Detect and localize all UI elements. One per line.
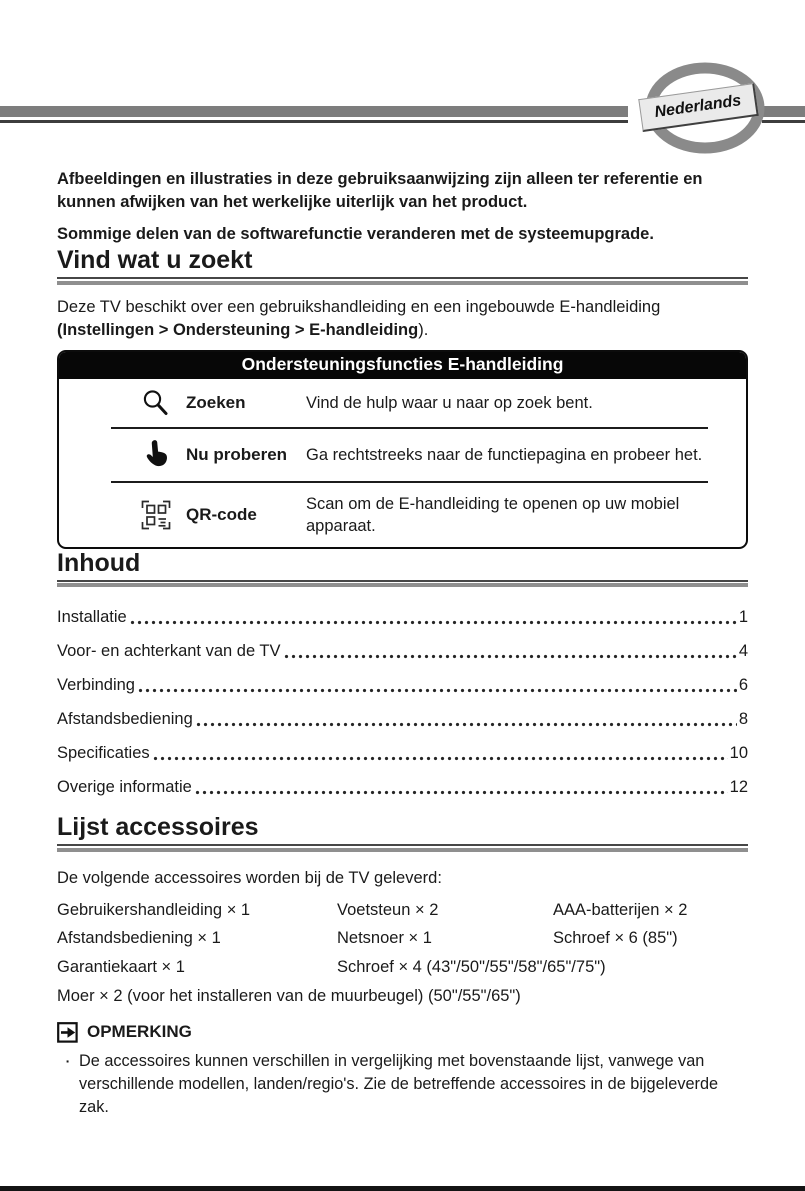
accessory-item-wide: Moer × 2 (voor het installeren van de muurbeugel) (50"/55"/65") bbox=[57, 986, 521, 1005]
toc-dot-leader bbox=[129, 611, 737, 626]
accessories-grid bbox=[57, 902, 748, 976]
toc-entry-installatie bbox=[57, 609, 748, 626]
bullet-glyph: · bbox=[65, 1052, 71, 1069]
note-section bbox=[57, 1022, 748, 1119]
note-bullet-item bbox=[57, 1050, 748, 1119]
qr-code-icon bbox=[139, 500, 173, 530]
toc-entry-voorkant bbox=[57, 643, 748, 660]
toc-page-number: 1 bbox=[738, 608, 748, 626]
toc-dot-leader bbox=[194, 781, 728, 796]
table-row-description: Ga rechtstreeks naar de functiepagina en probeer het. bbox=[306, 445, 703, 464]
accessory-item: Netsnoer × 1 bbox=[337, 929, 432, 947]
page-content bbox=[57, 0, 748, 1119]
accessory-item: Gebruikershandleiding × 1 bbox=[57, 900, 251, 919]
toc-dot-leader bbox=[195, 713, 737, 728]
language-badge bbox=[640, 62, 770, 154]
table-row-zoeken bbox=[59, 379, 746, 427]
tap-hand-icon bbox=[139, 439, 173, 471]
section-rule bbox=[57, 844, 748, 852]
table-row-label: Nu proberen bbox=[186, 444, 288, 464]
toc-label: Verbinding bbox=[57, 676, 135, 694]
note-text: De accessoires kunnen verschillen in vergelijking met bovenstaande lijst, vanwege van verschillende modellen, landen/regio's. Zie de betreffende accessoires in de bijgeleverde zak. bbox=[79, 1051, 719, 1116]
table-row-label: QR-code bbox=[186, 504, 257, 524]
note-header bbox=[57, 1022, 748, 1043]
toc-dot-leader bbox=[137, 679, 737, 694]
toc-label: Specificaties bbox=[57, 744, 150, 762]
accessory-item: Voetsteun × 2 bbox=[337, 900, 439, 919]
search-icon bbox=[139, 389, 173, 417]
toc-page-number: 4 bbox=[738, 642, 748, 660]
toc-label: Afstandsbediening bbox=[57, 710, 193, 728]
table-row-qr-code bbox=[59, 483, 746, 547]
toc-dot-leader bbox=[152, 747, 728, 762]
accessory-item: Schroef × 4 (43"/50"/55"/58"/65"/75") bbox=[337, 957, 606, 976]
toc-page-number: 8 bbox=[738, 710, 748, 728]
table-of-contents bbox=[57, 609, 748, 796]
table-row-label: Zoeken bbox=[186, 392, 246, 412]
note-arrow-icon bbox=[57, 1022, 78, 1043]
accessory-item: Schroef × 6 (85") bbox=[553, 929, 678, 947]
toc-page-number: 10 bbox=[729, 744, 748, 762]
language-badge-label: Nederlands bbox=[638, 83, 758, 132]
find-description bbox=[57, 296, 748, 342]
page-bottom-edge bbox=[0, 1186, 805, 1191]
toc-entry-verbinding bbox=[57, 677, 748, 694]
toc-page-number: 12 bbox=[729, 778, 748, 796]
toc-entry-overige bbox=[57, 779, 748, 796]
toc-label: Voor- en achterkant van de TV bbox=[57, 642, 281, 660]
accessory-item: AAA-batterijen × 2 bbox=[553, 900, 688, 919]
toc-label: Installatie bbox=[57, 608, 127, 626]
toc-entry-afstandsbediening bbox=[57, 711, 748, 728]
accessory-item: Garantiekaart × 1 bbox=[57, 957, 185, 976]
toc-dot-leader bbox=[283, 645, 737, 660]
find-description-tail: ). bbox=[418, 320, 429, 339]
toc-page-number: 6 bbox=[738, 676, 748, 694]
section-rule bbox=[57, 580, 748, 588]
table-row-description: Vind de hulp waar u naar op zoek bent. bbox=[306, 393, 593, 412]
intro-paragraph-2: Sommige delen van de softwarefunctie veranderen met de systeemupgrade. bbox=[57, 225, 654, 243]
section-title-toc: Inhoud bbox=[57, 548, 141, 577]
section-title-find: Vind wat u zoekt bbox=[57, 246, 253, 274]
section-title-accessories: Lijst accessoires bbox=[57, 813, 259, 841]
section-rule bbox=[57, 277, 748, 285]
accessories-intro: De volgende accessoires worden bij de TV geleverd: bbox=[57, 868, 442, 887]
find-description-text: Deze TV beschikt over een gebruikshandleiding en een ingebouwde E-handleiding bbox=[57, 297, 661, 316]
toc-entry-specificaties bbox=[57, 745, 748, 762]
find-description-path: (Instellingen > Ondersteuning > E-handleiding bbox=[57, 320, 419, 339]
table-row-nu-proberen bbox=[59, 429, 746, 481]
support-table-header: Ondersteuningsfuncties E-handleiding bbox=[59, 352, 746, 379]
toc-label: Overige informatie bbox=[57, 778, 192, 796]
note-title: OPMERKING bbox=[87, 1022, 192, 1041]
support-functions-table bbox=[57, 350, 748, 549]
table-row-description: Scan om de E-handleiding te openen op uw mobiel apparaat. bbox=[306, 494, 680, 535]
intro-paragraph-1: Afbeeldingen en illustraties in deze gebruiksaanwijzing zijn alleen ter referentie en kunnen afwijken van het werkelijke uiterlijk van het product. bbox=[57, 170, 703, 211]
accessory-item: Afstandsbediening × 1 bbox=[57, 929, 221, 947]
